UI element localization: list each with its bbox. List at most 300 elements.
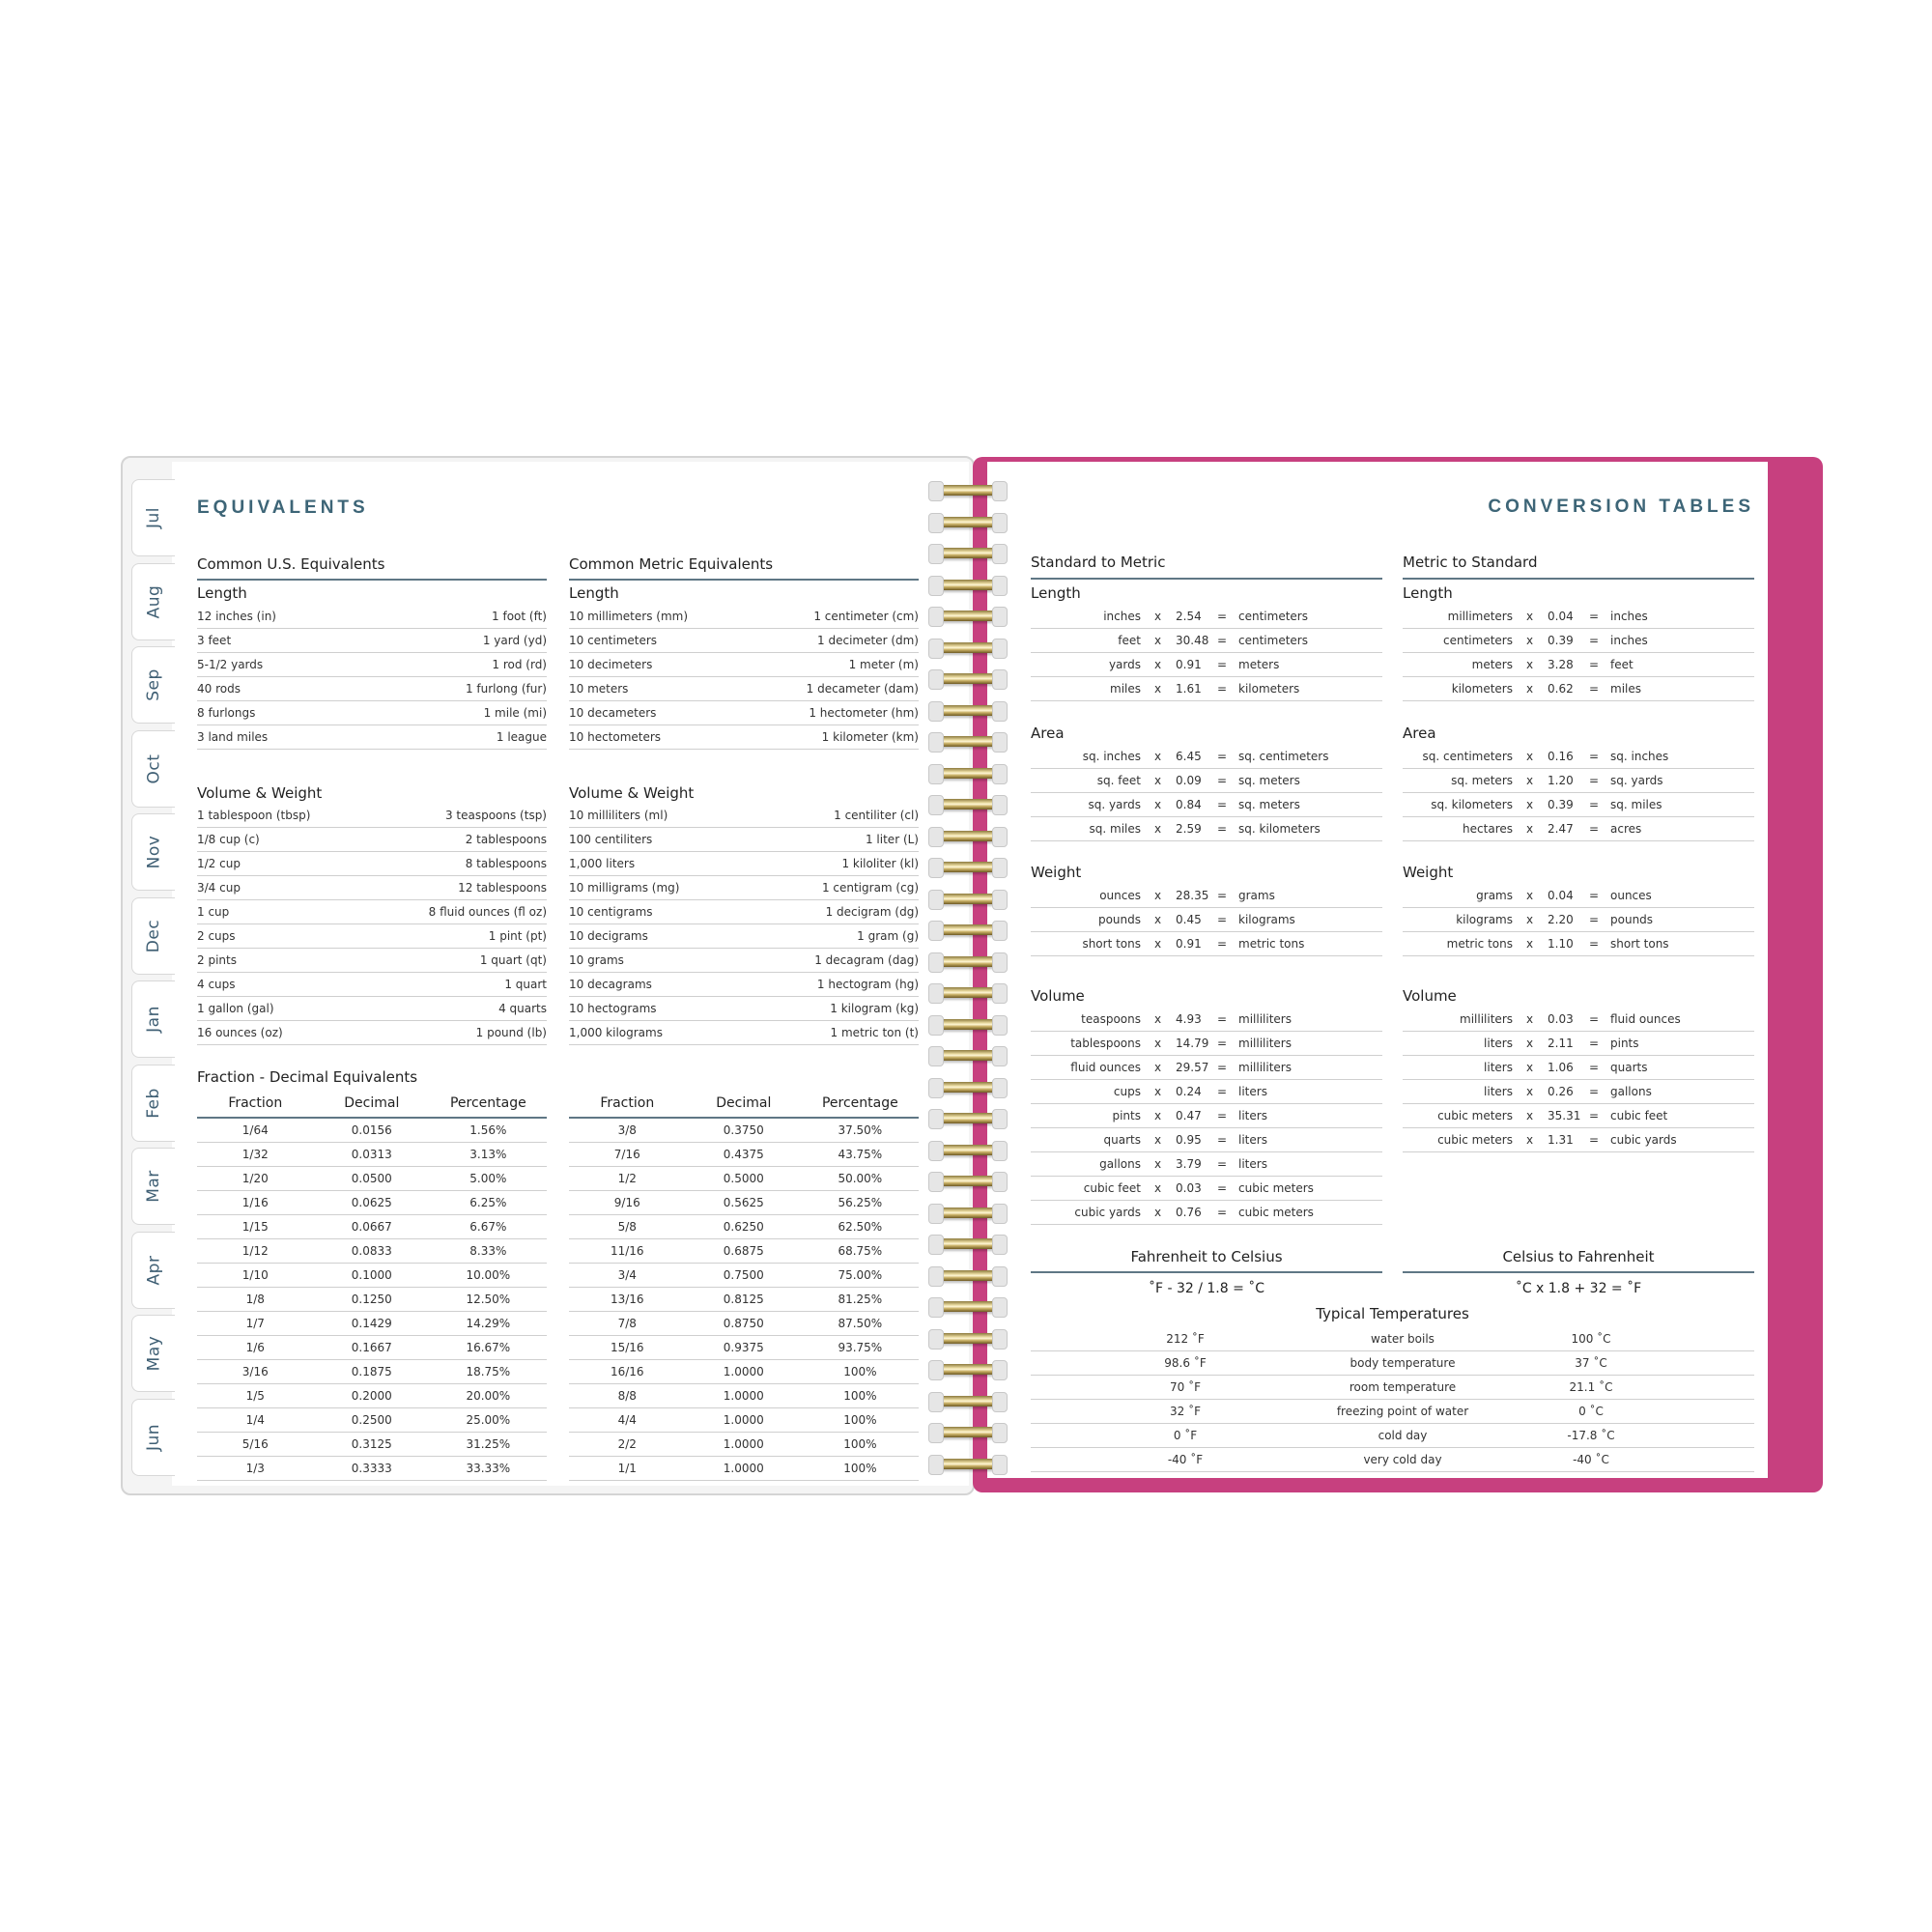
equivalent-to: 1 hectometer (hm) — [809, 706, 919, 720]
decimal-cell: 0.2000 — [351, 1389, 392, 1403]
table-row — [197, 1360, 547, 1384]
equivalent-to: 1 centigram (cg) — [821, 881, 919, 895]
table-row — [1031, 884, 1382, 908]
percentage-cell: 12.50% — [466, 1293, 511, 1306]
equivalent-from: 1/2 cup — [197, 857, 241, 870]
s2m-rule — [1031, 578, 1382, 580]
metric-heading: Common Metric Equivalents — [569, 555, 774, 573]
from-unit: miles — [1110, 682, 1141, 696]
table-row — [1031, 932, 1382, 956]
table-row — [1031, 1032, 1382, 1056]
equivalent-from: 2 cups — [197, 929, 236, 943]
fraction-cell: 3/16 — [242, 1365, 269, 1378]
table-row — [569, 924, 919, 949]
table-row — [1403, 745, 1754, 769]
equals-sign: = — [1217, 1012, 1228, 1026]
times-sign: x — [1154, 1133, 1162, 1147]
table-row — [569, 1433, 919, 1457]
to-unit: ounces — [1610, 889, 1652, 902]
spiral-ring — [931, 799, 1005, 810]
equals-sign: = — [1589, 682, 1600, 696]
times-sign: x — [1526, 822, 1534, 836]
fraction-table-right — [569, 1119, 919, 1481]
times-sign: x — [1154, 634, 1162, 647]
from-unit: cubic yards — [1074, 1206, 1141, 1219]
m2s-area-label: Area — [1403, 724, 1436, 742]
multiplier: 35.31 — [1548, 1109, 1581, 1122]
spiral-ring — [931, 1364, 1005, 1375]
table-row — [569, 997, 919, 1021]
fraction-header-left — [197, 1095, 547, 1119]
s2m-volume-table — [1031, 1008, 1382, 1225]
equivalent-from: 10 centimeters — [569, 634, 658, 647]
spiral-ring — [931, 1238, 1005, 1249]
from-unit: cubic feet — [1083, 1181, 1141, 1195]
month-tab-oct[interactable] — [131, 730, 175, 808]
month-tab-label: Apr — [143, 1255, 163, 1285]
to-unit: milliliters — [1238, 1012, 1292, 1026]
decimal-cell: 0.0313 — [351, 1148, 392, 1161]
to-unit: liters — [1238, 1157, 1267, 1171]
fraction-cell: 1/10 — [242, 1268, 269, 1282]
table-row — [197, 1433, 547, 1457]
month-tab-nov[interactable] — [131, 813, 175, 891]
decimal-cell: 0.7500 — [723, 1268, 764, 1282]
fraction-cell: 2/2 — [617, 1437, 637, 1451]
table-row — [197, 997, 547, 1021]
table-row — [1031, 1424, 1754, 1448]
multiplier: 0.26 — [1548, 1085, 1574, 1098]
equivalent-to: 2 tablespoons — [465, 833, 547, 846]
equivalent-to: 1 centimeter (cm) — [813, 610, 919, 623]
times-sign: x — [1154, 1206, 1162, 1219]
column-header: Decimal — [716, 1095, 772, 1111]
times-sign: x — [1154, 1012, 1162, 1026]
m2s-volume-label: Volume — [1403, 987, 1457, 1005]
equivalent-from: 10 milligrams (mg) — [569, 881, 680, 895]
spiral-ring — [931, 1459, 1005, 1469]
from-unit: sq. meters — [1451, 774, 1513, 787]
multiplier: 30.48 — [1176, 634, 1209, 647]
equals-sign: = — [1589, 774, 1600, 787]
multiplier: 0.39 — [1548, 798, 1574, 811]
temps-table — [1031, 1327, 1754, 1472]
table-row — [1403, 1032, 1754, 1056]
from-unit: cubic meters — [1437, 1109, 1513, 1122]
equals-sign: = — [1217, 937, 1228, 951]
equivalent-to: 1 gram (g) — [857, 929, 919, 943]
from-unit: cups — [1113, 1085, 1141, 1098]
equivalent-from: 1/8 cup (c) — [197, 833, 260, 846]
equals-sign: = — [1217, 913, 1228, 926]
m2s-volume-table — [1403, 1008, 1754, 1152]
fraction-cell: 15/16 — [610, 1341, 644, 1354]
percentage-cell: 100% — [843, 1437, 877, 1451]
equals-sign: = — [1589, 750, 1600, 763]
equivalent-to: 1 kiloliter (kl) — [841, 857, 919, 870]
page-title-conversion: CONVERSION TABLES — [1488, 497, 1754, 517]
month-tab-label: Oct — [144, 753, 163, 783]
equivalent-to: 1 liter (L) — [865, 833, 919, 846]
table-row — [569, 677, 919, 701]
month-tab-dec[interactable] — [131, 897, 175, 975]
us-heading: Common U.S. Equivalents — [197, 555, 385, 573]
f2c-rule — [1031, 1271, 1382, 1273]
table-row — [197, 1264, 547, 1288]
metric-length-label: Length — [569, 584, 619, 602]
equals-sign: = — [1217, 822, 1228, 836]
percentage-cell: 16.67% — [466, 1341, 511, 1354]
from-unit: quarts — [1103, 1133, 1141, 1147]
equivalent-to: 1 foot (ft) — [492, 610, 547, 623]
table-row — [197, 677, 547, 701]
times-sign: x — [1154, 658, 1162, 671]
from-unit: sq. miles — [1089, 822, 1141, 836]
percentage-cell: 87.50% — [838, 1317, 883, 1330]
table-row — [197, 725, 547, 750]
month-tab-label: Nov — [144, 835, 163, 869]
table-row — [1403, 817, 1754, 841]
table-row — [197, 1336, 547, 1360]
celsius-cell: 37 ˚C — [1575, 1356, 1607, 1370]
equivalent-from: 3/4 cup — [197, 881, 241, 895]
equals-sign: = — [1589, 1061, 1600, 1074]
times-sign: x — [1526, 658, 1534, 671]
equivalent-from: 10 meters — [569, 682, 629, 696]
times-sign: x — [1154, 889, 1162, 902]
multiplier: 1.20 — [1548, 774, 1574, 787]
spiral-ring — [931, 1176, 1005, 1186]
from-unit: kilometers — [1451, 682, 1513, 696]
fraction-cell: 1/5 — [245, 1389, 265, 1403]
table-row — [569, 1336, 919, 1360]
multiplier: 0.04 — [1548, 889, 1574, 902]
equivalent-to: 3 teaspoons (tsp) — [444, 809, 547, 822]
month-tab-sep[interactable] — [131, 646, 175, 724]
equivalent-from: 16 ounces (oz) — [197, 1026, 283, 1039]
to-unit: centimeters — [1238, 610, 1308, 623]
times-sign: x — [1526, 1061, 1534, 1074]
percentage-cell: 5.00% — [469, 1172, 507, 1185]
to-unit: cubic meters — [1238, 1181, 1314, 1195]
to-unit: milliliters — [1238, 1061, 1292, 1074]
table-row — [569, 1264, 919, 1288]
table-row — [197, 828, 547, 852]
spiral-ring — [931, 1050, 1005, 1061]
to-unit: metric tons — [1238, 937, 1305, 951]
spiral-ring — [931, 736, 1005, 747]
table-row — [197, 701, 547, 725]
equals-sign: = — [1589, 822, 1600, 836]
equals-sign: = — [1589, 1133, 1600, 1147]
month-tab-feb[interactable] — [131, 1065, 175, 1142]
multiplier: 1.31 — [1548, 1133, 1574, 1147]
table-row — [569, 1021, 919, 1045]
multiplier: 6.45 — [1176, 750, 1202, 763]
to-unit: grams — [1238, 889, 1275, 902]
fahrenheit-cell: 98.6 ˚F — [1164, 1356, 1207, 1370]
month-tab-aug[interactable] — [131, 563, 175, 640]
from-unit: fluid ounces — [1070, 1061, 1141, 1074]
equivalent-from: 1 gallon (gal) — [197, 1002, 274, 1015]
decimal-cell: 0.3750 — [723, 1123, 764, 1137]
table-row — [569, 725, 919, 750]
percentage-cell: 100% — [843, 1462, 877, 1475]
fraction-cell: 1/15 — [242, 1220, 269, 1234]
spiral-ring — [931, 580, 1005, 590]
from-unit: sq. centimeters — [1422, 750, 1513, 763]
month-tab-mar[interactable] — [131, 1148, 175, 1225]
percentage-cell: 75.00% — [838, 1268, 883, 1282]
fraction-cell: 4/4 — [617, 1413, 637, 1427]
percentage-cell: 3.13% — [469, 1148, 507, 1161]
f2c-formula: ˚F - 32 / 1.8 = ˚C — [1148, 1281, 1265, 1296]
spiral-ring — [931, 1270, 1005, 1281]
decimal-cell: 0.9375 — [723, 1341, 764, 1354]
percentage-cell: 14.29% — [466, 1317, 511, 1330]
equivalent-to: 1 centiliter (cl) — [834, 809, 919, 822]
multiplier: 0.39 — [1548, 634, 1574, 647]
equivalent-to: 1 pint (pt) — [488, 929, 547, 943]
to-unit: inches — [1610, 634, 1648, 647]
to-unit: sq. kilometers — [1238, 822, 1321, 836]
multiplier: 1.61 — [1176, 682, 1202, 696]
to-unit: quarts — [1610, 1061, 1648, 1074]
equivalent-from: 2 pints — [197, 953, 237, 967]
equals-sign: = — [1589, 634, 1600, 647]
table-row — [1403, 884, 1754, 908]
table-row — [1403, 1104, 1754, 1128]
table-row — [1031, 793, 1382, 817]
equals-sign: = — [1589, 1109, 1600, 1122]
column-header: Percentage — [449, 1095, 526, 1111]
to-unit: sq. inches — [1610, 750, 1669, 763]
table-row — [1031, 1376, 1754, 1400]
fahrenheit-cell: 32 ˚F — [1170, 1405, 1201, 1418]
month-tab-label: Feb — [143, 1087, 163, 1119]
from-unit: gallons — [1099, 1157, 1141, 1171]
multiplier: 0.04 — [1548, 610, 1574, 623]
from-unit: feet — [1118, 634, 1141, 647]
metric-vw-label: Volume & Weight — [569, 784, 695, 802]
spiral-ring — [931, 517, 1005, 527]
percentage-cell: 100% — [843, 1389, 877, 1403]
spiral-ring — [931, 548, 1005, 558]
from-unit: centimeters — [1443, 634, 1513, 647]
from-unit: liters — [1484, 1085, 1513, 1098]
from-unit: milliliters — [1460, 1012, 1513, 1026]
spiral-ring — [931, 673, 1005, 684]
month-tab-jul[interactable] — [131, 479, 175, 556]
m2s-area-table — [1403, 745, 1754, 841]
to-unit: pints — [1610, 1037, 1639, 1050]
equals-sign: = — [1217, 1157, 1228, 1171]
table-row — [1403, 793, 1754, 817]
to-unit: pounds — [1610, 913, 1654, 926]
equals-sign: = — [1589, 913, 1600, 926]
spiral-ring — [931, 1333, 1005, 1344]
month-tab-jan[interactable] — [131, 980, 175, 1058]
fraction-cell: 1/1 — [617, 1462, 637, 1475]
decimal-cell: 0.5000 — [723, 1172, 764, 1185]
decimal-cell: 0.3125 — [351, 1437, 392, 1451]
fraction-cell: 1/20 — [242, 1172, 269, 1185]
percentage-cell: 18.75% — [466, 1365, 511, 1378]
to-unit: sq. centimeters — [1238, 750, 1329, 763]
from-unit: tablespoons — [1070, 1037, 1141, 1050]
spiral-ring — [931, 956, 1005, 967]
equivalent-from: 8 furlongs — [197, 706, 256, 720]
equivalent-to: 8 tablespoons — [465, 857, 547, 870]
times-sign: x — [1526, 913, 1534, 926]
from-unit: pounds — [1097, 913, 1141, 926]
celsius-cell: -40 ˚C — [1573, 1453, 1609, 1466]
table-row — [197, 605, 547, 629]
times-sign: x — [1526, 610, 1534, 623]
equivalent-to: 4 quarts — [498, 1002, 547, 1015]
table-row — [197, 1191, 547, 1215]
from-unit: liters — [1484, 1037, 1513, 1050]
m2s-length-label: Length — [1403, 584, 1453, 602]
to-unit: sq. yards — [1610, 774, 1663, 787]
percentage-cell: 50.00% — [838, 1172, 883, 1185]
table-row — [197, 1312, 547, 1336]
fraction-cell: 7/16 — [613, 1148, 640, 1161]
equivalent-from: 10 decagrams — [569, 978, 652, 991]
equivalent-from: 1 cup — [197, 905, 230, 919]
times-sign: x — [1154, 913, 1162, 926]
month-tab-label: Jan — [144, 1006, 163, 1033]
table-row — [197, 924, 547, 949]
multiplier: 0.91 — [1176, 937, 1202, 951]
table-row — [1031, 769, 1382, 793]
percentage-cell: 33.33% — [466, 1462, 511, 1475]
equals-sign: = — [1217, 1181, 1228, 1195]
times-sign: x — [1526, 798, 1534, 811]
month-tab-may[interactable] — [131, 1315, 175, 1392]
equivalent-from: 100 centiliters — [569, 833, 653, 846]
table-row — [569, 1408, 919, 1433]
metric-rule — [569, 579, 919, 581]
from-unit: millimeters — [1447, 610, 1513, 623]
times-sign: x — [1526, 750, 1534, 763]
decimal-cell: 0.0156 — [351, 1123, 392, 1137]
spiral-ring — [931, 1396, 1005, 1406]
to-unit: inches — [1610, 610, 1648, 623]
equals-sign: = — [1217, 889, 1228, 902]
times-sign: x — [1154, 937, 1162, 951]
to-unit: short tons — [1610, 937, 1669, 951]
equals-sign: = — [1589, 1037, 1600, 1050]
times-sign: x — [1154, 1061, 1162, 1074]
from-unit: teaspoons — [1081, 1012, 1141, 1026]
times-sign: x — [1154, 798, 1162, 811]
fahrenheit-cell: 212 ˚F — [1166, 1332, 1205, 1346]
table-row — [1031, 1008, 1382, 1032]
equals-sign: = — [1589, 798, 1600, 811]
s2m-length-table — [1031, 605, 1382, 701]
percentage-cell: 56.25% — [838, 1196, 883, 1209]
times-sign: x — [1154, 1157, 1162, 1171]
times-sign: x — [1154, 750, 1162, 763]
equivalent-to: 1 furlong (fur) — [465, 682, 547, 696]
equals-sign: = — [1589, 610, 1600, 623]
spiral-ring — [931, 642, 1005, 653]
spiral-ring — [931, 831, 1005, 841]
to-unit: kilograms — [1238, 913, 1295, 926]
to-unit: meters — [1238, 658, 1280, 671]
description-cell: freezing point of water — [1336, 1405, 1469, 1418]
to-unit: gallons — [1610, 1085, 1652, 1098]
table-row — [197, 629, 547, 653]
month-tab-apr[interactable] — [131, 1232, 175, 1309]
equals-sign: = — [1217, 1133, 1228, 1147]
equivalent-to: 1 metric ton (t) — [830, 1026, 919, 1039]
c2f-rule — [1403, 1271, 1754, 1273]
to-unit: centimeters — [1238, 634, 1308, 647]
from-unit: inches — [1103, 610, 1141, 623]
percentage-cell: 68.75% — [838, 1244, 883, 1258]
equals-sign: = — [1217, 1037, 1228, 1050]
temps-heading: Typical Temperatures — [1316, 1305, 1469, 1322]
times-sign: x — [1154, 682, 1162, 696]
table-row — [1403, 1008, 1754, 1032]
multiplier: 0.91 — [1176, 658, 1202, 671]
equals-sign: = — [1217, 634, 1228, 647]
decimal-cell: 1.0000 — [723, 1365, 764, 1378]
times-sign: x — [1154, 610, 1162, 623]
month-tab-label: Dec — [144, 919, 163, 952]
from-unit: hectares — [1463, 822, 1513, 836]
multiplier: 29.57 — [1176, 1061, 1209, 1074]
fraction-cell: 7/8 — [617, 1317, 637, 1330]
to-unit: sq. miles — [1610, 798, 1662, 811]
table-row — [569, 949, 919, 973]
decimal-cell: 1.0000 — [723, 1462, 764, 1475]
table-row — [197, 653, 547, 677]
equivalent-to: 1 pound (lb) — [475, 1026, 547, 1039]
us-rule — [197, 579, 547, 581]
table-row — [569, 973, 919, 997]
times-sign: x — [1154, 1085, 1162, 1098]
equals-sign: = — [1217, 750, 1228, 763]
equals-sign: = — [1589, 1012, 1600, 1026]
table-row — [197, 1457, 547, 1481]
from-unit: sq. yards — [1088, 798, 1141, 811]
fraction-cell: 1/8 — [245, 1293, 265, 1306]
equivalent-to: 1 kilometer (km) — [821, 730, 919, 744]
table-row — [569, 1384, 919, 1408]
fraction-cell: 1/12 — [242, 1244, 269, 1258]
table-row — [197, 949, 547, 973]
equivalent-from: 10 centigrams — [569, 905, 653, 919]
us-length-label: Length — [197, 584, 247, 602]
decimal-cell: 0.0833 — [351, 1244, 392, 1258]
table-row — [569, 1167, 919, 1191]
description-cell: very cold day — [1363, 1453, 1442, 1466]
month-tab-jun[interactable] — [131, 1399, 175, 1476]
m2s-weight-label: Weight — [1403, 864, 1454, 881]
m2s-rule — [1403, 578, 1754, 580]
multiplier: 0.03 — [1548, 1012, 1574, 1026]
times-sign: x — [1526, 889, 1534, 902]
table-row — [1403, 1080, 1754, 1104]
us-length-table — [197, 605, 547, 750]
table-row — [197, 1288, 547, 1312]
from-unit: kilograms — [1456, 913, 1513, 926]
table-row — [197, 1215, 547, 1239]
fraction-cell: 1/3 — [245, 1462, 265, 1475]
